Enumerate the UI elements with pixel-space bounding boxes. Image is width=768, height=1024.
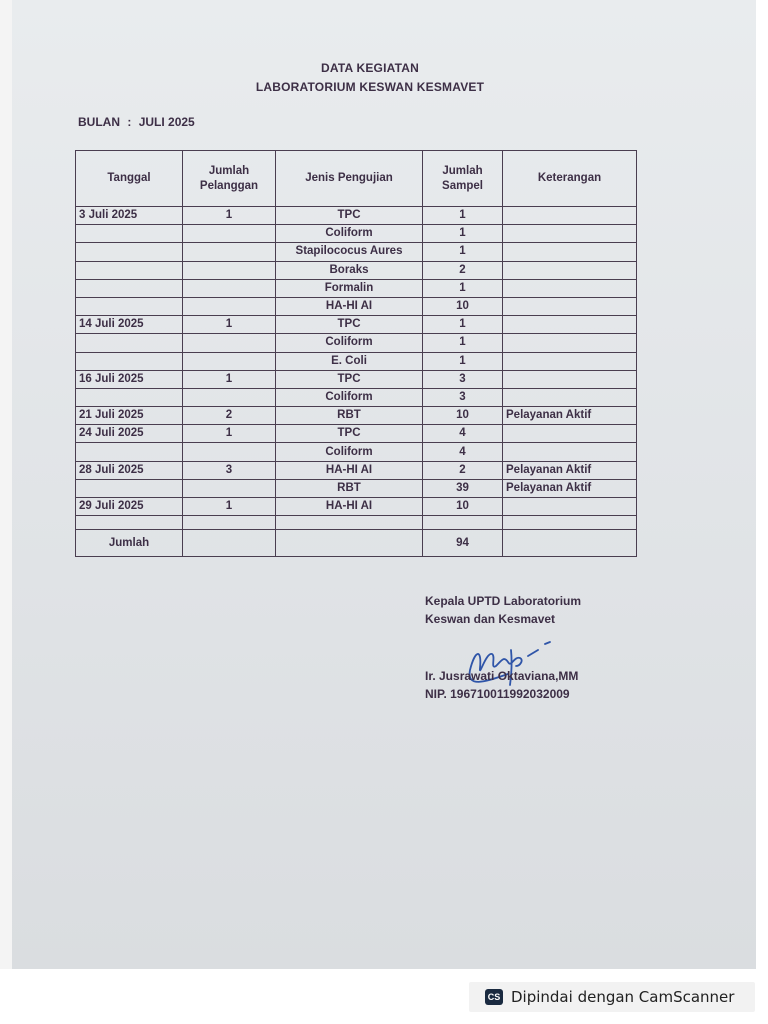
cell-jumlah-sampel: 1 [423, 334, 503, 352]
cell-tanggal [76, 225, 183, 243]
cell-tanggal: 28 Juli 2025 [76, 461, 183, 479]
cell-tanggal: 29 Juli 2025 [76, 498, 183, 516]
cell-jumlah-pelanggan [183, 388, 276, 406]
header-keterangan: Keterangan [503, 151, 637, 207]
table-row [76, 261, 637, 279]
total-cell-empty [503, 530, 637, 557]
table-row [76, 207, 637, 225]
table-row [76, 297, 637, 315]
cell-tanggal [76, 479, 183, 497]
cell-jumlah-pelanggan: 1 [183, 498, 276, 516]
month-value: JULI 2025 [138, 115, 195, 129]
cell-tanggal: 3 Juli 2025 [76, 207, 183, 225]
cell-keterangan [503, 316, 637, 334]
table-row [76, 370, 637, 388]
total-cell-empty [183, 530, 276, 557]
camscanner-text: Dipindai dengan CamScanner [511, 988, 735, 1006]
cell-jenis-pengujian: Coliform [276, 443, 423, 461]
cell-jenis-pengujian: HA-HI AI [276, 461, 423, 479]
cell-jumlah-pelanggan [183, 225, 276, 243]
cell-jumlah-sampel: 1 [423, 279, 503, 297]
cell-keterangan [503, 425, 637, 443]
cell-jumlah-pelanggan [183, 352, 276, 370]
cell-jumlah-pelanggan [183, 516, 276, 530]
cell-keterangan [503, 297, 637, 315]
cell-jumlah-pelanggan [183, 297, 276, 315]
signatory-name: Ir. Jusrawati Oktaviana,MM [425, 669, 579, 683]
table-header-row [76, 151, 637, 207]
table-row [76, 443, 637, 461]
activity-table [75, 150, 637, 557]
cell-jenis-pengujian: TPC [276, 370, 423, 388]
cell-jumlah-sampel: 3 [423, 370, 503, 388]
cell-jumlah-sampel: 1 [423, 207, 503, 225]
table-row [76, 425, 637, 443]
total-value: 94 [423, 530, 503, 557]
header-jenis-pengujian: Jenis Pengujian [276, 151, 423, 207]
table-row [76, 334, 637, 352]
table-row [76, 479, 637, 497]
header-tanggal: Tanggal [76, 151, 183, 207]
table-row [76, 461, 637, 479]
table-row [76, 407, 637, 425]
total-row [76, 530, 637, 557]
document-title: DATA KEGIATAN [321, 61, 419, 75]
cell-tanggal [76, 279, 183, 297]
cell-jumlah-sampel: 39 [423, 479, 503, 497]
cell-jenis-pengujian: Boraks [276, 261, 423, 279]
cell-tanggal [76, 297, 183, 315]
table-row [76, 243, 637, 261]
cell-jumlah-sampel [423, 516, 503, 530]
cell-keterangan [503, 225, 637, 243]
cell-jumlah-sampel: 4 [423, 443, 503, 461]
cell-jumlah-pelanggan: 2 [183, 407, 276, 425]
camscanner-watermark [469, 982, 755, 1012]
cell-jumlah-pelanggan: 1 [183, 370, 276, 388]
cell-jumlah-pelanggan: 1 [183, 425, 276, 443]
cell-tanggal [76, 443, 183, 461]
cell-jenis-pengujian: E. Coli [276, 352, 423, 370]
header-jumlah-pelanggan: Jumlah Pelanggan [183, 151, 276, 207]
table-row [76, 516, 637, 530]
cell-keterangan [503, 207, 637, 225]
cell-jumlah-pelanggan [183, 279, 276, 297]
cell-jumlah-sampel: 1 [423, 243, 503, 261]
cell-tanggal [76, 388, 183, 406]
cell-keterangan [503, 243, 637, 261]
cell-jenis-pengujian: Coliform [276, 225, 423, 243]
cell-jumlah-pelanggan [183, 243, 276, 261]
cell-jumlah-sampel: 3 [423, 388, 503, 406]
cell-jenis-pengujian: TPC [276, 316, 423, 334]
cell-jenis-pengujian [276, 516, 423, 530]
cell-tanggal [76, 243, 183, 261]
total-cell-empty [276, 530, 423, 557]
cell-tanggal: 16 Juli 2025 [76, 370, 183, 388]
table-row [76, 498, 637, 516]
cell-jenis-pengujian: Coliform [276, 334, 423, 352]
signatory-unit: Keswan dan Kesmavet [425, 612, 556, 626]
cell-tanggal [76, 334, 183, 352]
cell-jenis-pengujian: Formalin [276, 279, 423, 297]
cell-jumlah-pelanggan [183, 479, 276, 497]
total-label: Jumlah [76, 530, 183, 557]
cell-jumlah-sampel: 2 [423, 261, 503, 279]
camscanner-icon: CS [485, 989, 503, 1005]
cell-jumlah-pelanggan: 3 [183, 461, 276, 479]
cell-jumlah-sampel: 1 [423, 225, 503, 243]
table-row [76, 279, 637, 297]
cell-jumlah-sampel: 1 [423, 316, 503, 334]
cell-jumlah-pelanggan [183, 261, 276, 279]
cell-jumlah-pelanggan [183, 334, 276, 352]
cell-jumlah-sampel: 10 [423, 297, 503, 315]
cell-keterangan [503, 334, 637, 352]
cell-jumlah-pelanggan: 1 [183, 316, 276, 334]
table-row [76, 225, 637, 243]
cell-jenis-pengujian: RBT [276, 479, 423, 497]
cell-jumlah-sampel: 1 [423, 352, 503, 370]
cell-jenis-pengujian: TPC [276, 425, 423, 443]
cell-jenis-pengujian: HA-HI AI [276, 297, 423, 315]
cell-jumlah-pelanggan [183, 443, 276, 461]
month-label: BULAN [78, 115, 120, 129]
cell-jenis-pengujian: HA-HI AI [276, 498, 423, 516]
month-separator: : [127, 115, 132, 129]
header-jumlah-sampel: Jumlah Sampel [423, 151, 503, 207]
table-row [76, 352, 637, 370]
cell-jenis-pengujian: TPC [276, 207, 423, 225]
cell-jenis-pengujian: RBT [276, 407, 423, 425]
cell-jumlah-sampel: 4 [423, 425, 503, 443]
cell-keterangan [503, 443, 637, 461]
month-line [78, 115, 199, 129]
cell-tanggal: 24 Juli 2025 [76, 425, 183, 443]
cell-keterangan [503, 516, 637, 530]
cell-keterangan [503, 498, 637, 516]
cell-jumlah-pelanggan: 1 [183, 207, 276, 225]
cell-tanggal: 21 Juli 2025 [76, 407, 183, 425]
cell-keterangan [503, 279, 637, 297]
page-margin [0, 0, 12, 969]
cell-jumlah-sampel: 2 [423, 461, 503, 479]
cell-keterangan [503, 370, 637, 388]
cell-keterangan: Pelayanan Aktif [503, 461, 637, 479]
cell-jumlah-sampel: 10 [423, 407, 503, 425]
signatory-title: Kepala UPTD Laboratorium [425, 594, 582, 608]
table-row [76, 388, 637, 406]
table-row [76, 316, 637, 334]
cell-jenis-pengujian: Stapilococus Aures [276, 243, 423, 261]
cell-keterangan [503, 352, 637, 370]
document-subtitle: LABORATORIUM KESWAN KESMAVET [255, 80, 485, 94]
signatory-nip: NIP. 196710011992032009 [425, 687, 570, 701]
cell-jenis-pengujian: Coliform [276, 388, 423, 406]
cell-keterangan [503, 388, 637, 406]
cell-tanggal [76, 261, 183, 279]
cell-tanggal [76, 352, 183, 370]
cell-keterangan: Pelayanan Aktif [503, 407, 637, 425]
cell-keterangan [503, 261, 637, 279]
cell-tanggal: 14 Juli 2025 [76, 316, 183, 334]
cell-jumlah-sampel: 10 [423, 498, 503, 516]
cell-keterangan: Pelayanan Aktif [503, 479, 637, 497]
cell-tanggal [76, 516, 183, 530]
